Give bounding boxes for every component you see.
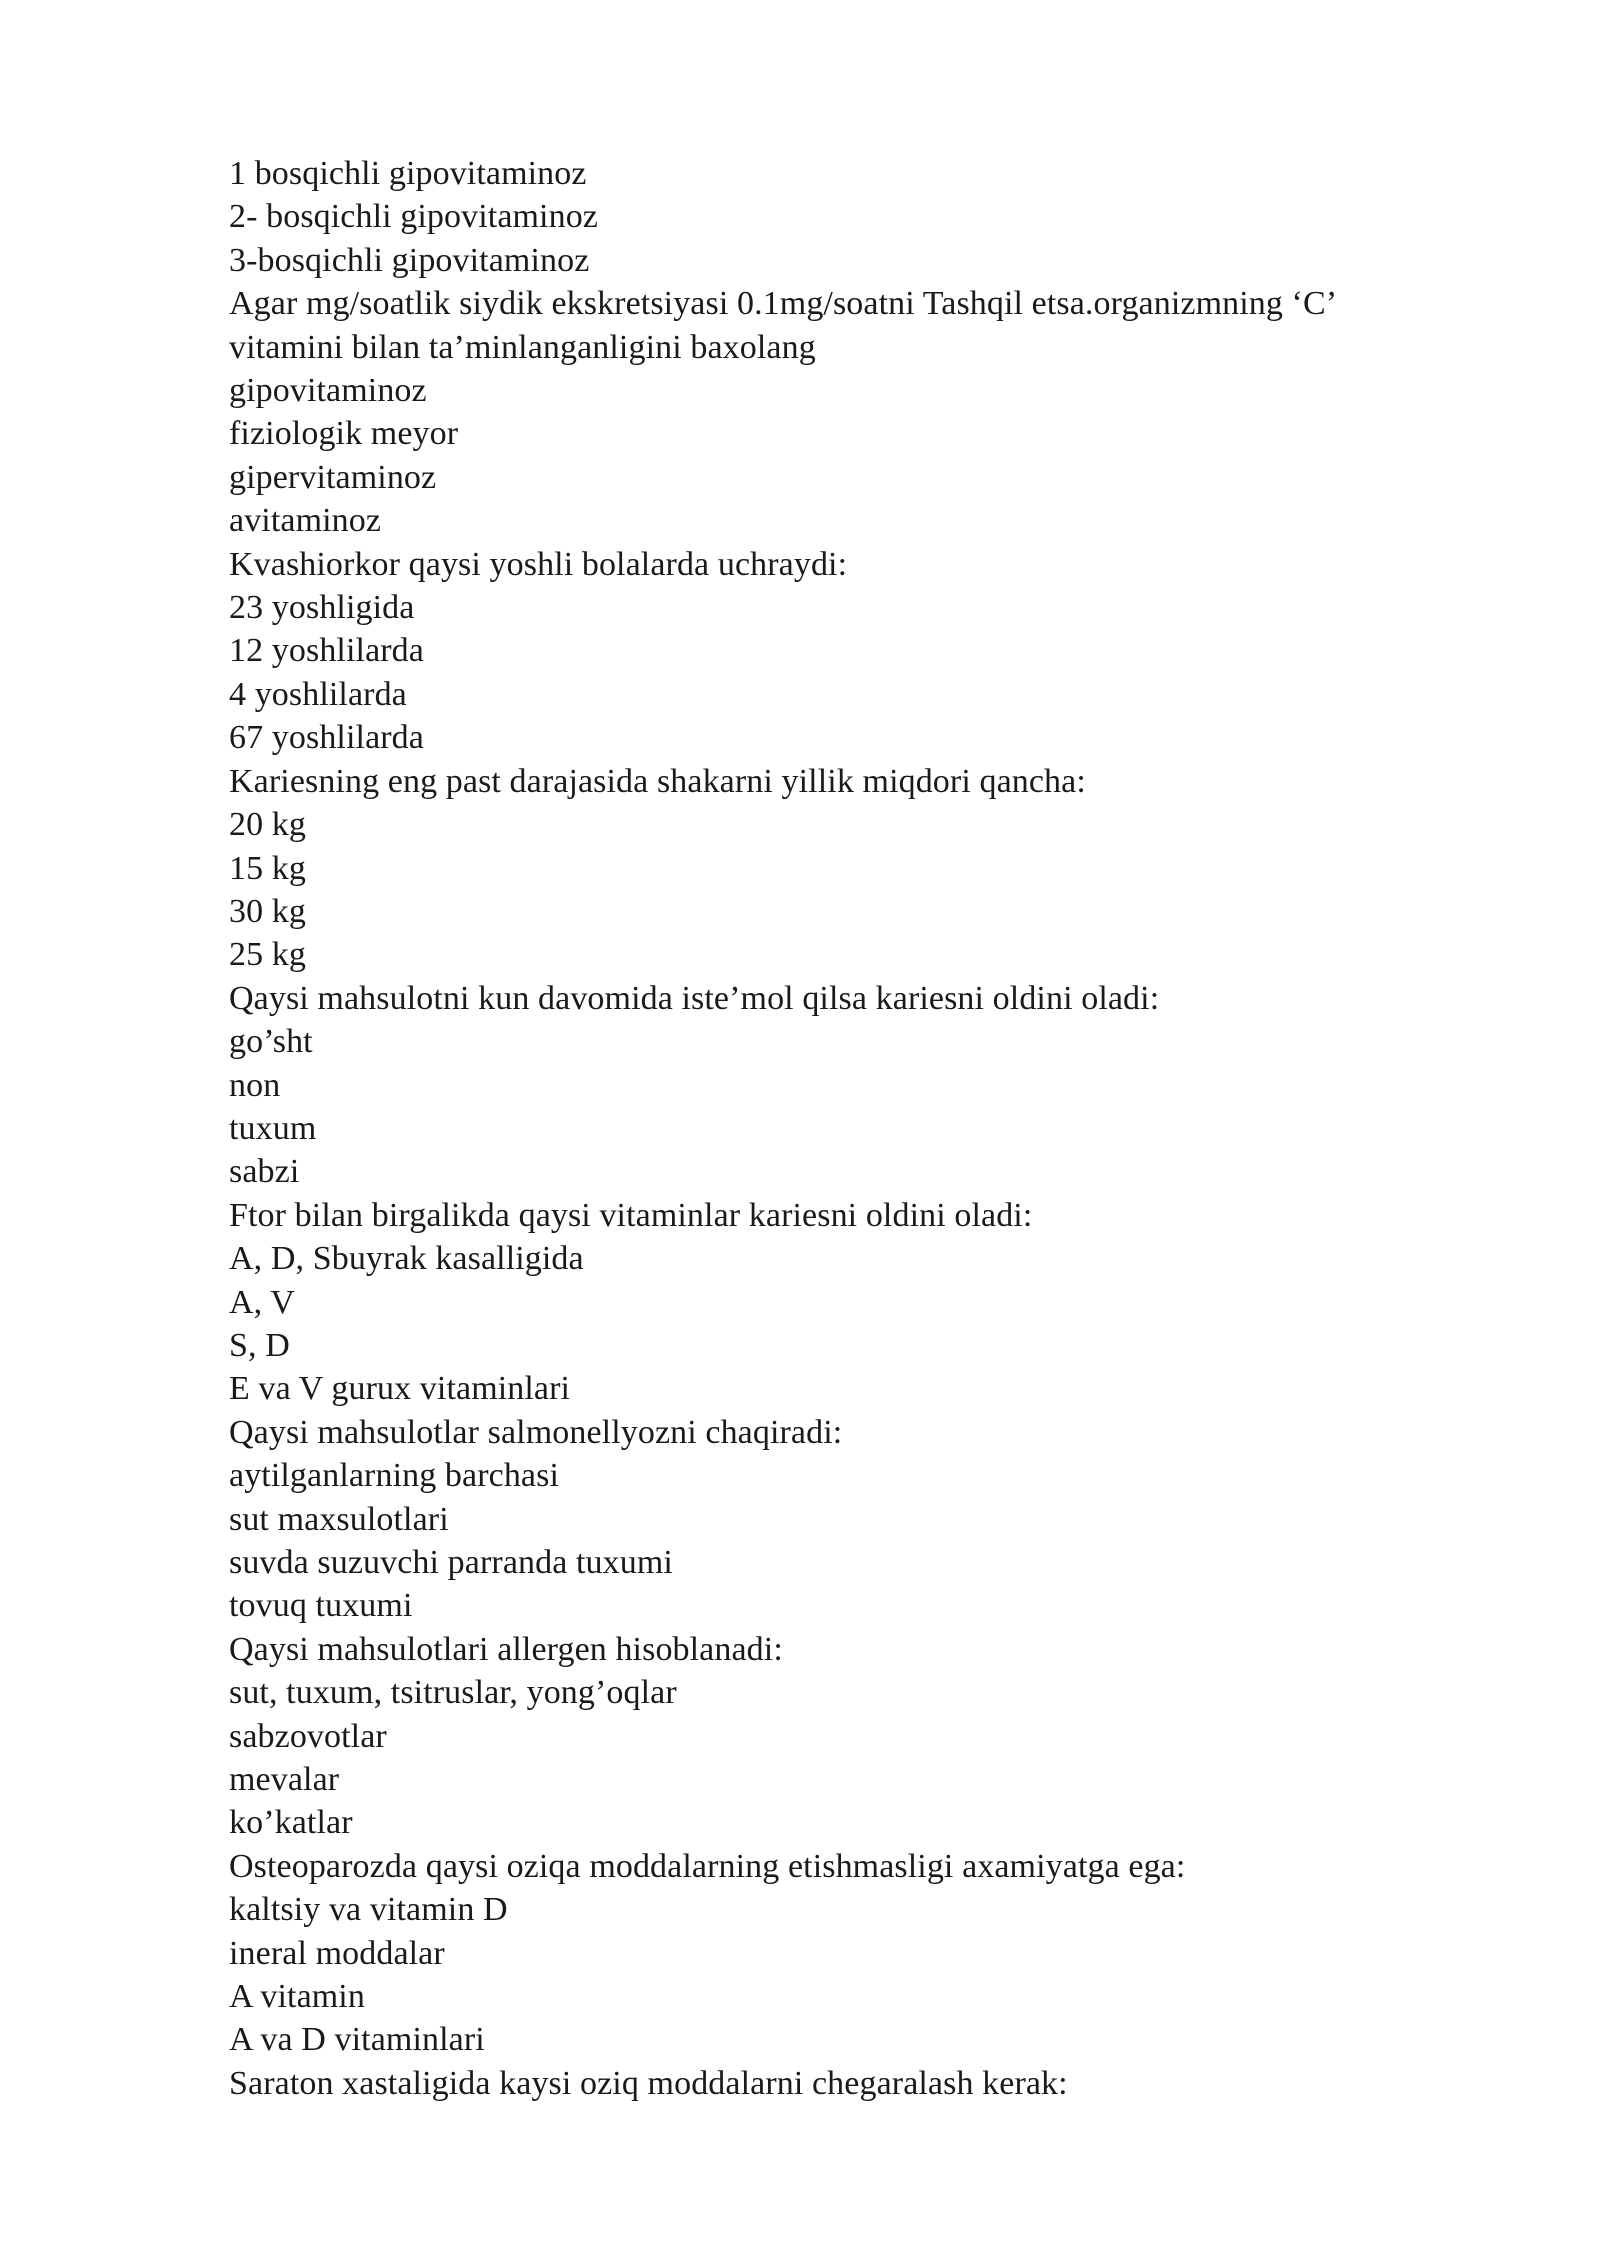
answer-line: gipervitaminoz — [229, 458, 437, 496]
text-line: 3-bosqichli gipovitaminoz — [229, 241, 590, 279]
answer-line: 4 yoshlilarda — [229, 675, 407, 713]
answer-line: A vitamin — [229, 1978, 365, 2016]
answer-line: sabzi — [229, 1153, 300, 1191]
answer-line: suvda suzuvchi parranda tuxumi — [229, 1544, 673, 1581]
answer-line: 67 yoshlilarda — [229, 719, 424, 757]
answer-line: A va D vitaminlari — [229, 2021, 485, 2059]
answer-line: E va V gurux vitaminlari — [229, 1370, 571, 1408]
answer-line: mevalar — [229, 1761, 340, 1799]
answer-line: S, D — [229, 1326, 290, 1364]
answer-line: sut maxsulotlari — [229, 1500, 449, 1538]
question-line: vitamini bilan ta’minlanganligini baxolang — [229, 328, 816, 366]
question-line: Qaysi mahsulotni kun davomida iste’mol qilsa kariesni oldini oladi: — [229, 979, 1160, 1017]
answer-line: sut, tuxum, tsitruslar, yong’oqlar — [229, 1674, 677, 1712]
answer-line: ineral moddalar — [229, 1934, 445, 1972]
question-line: Qaysi mahsulotlar salmonellyozni chaqiradi: — [229, 1413, 843, 1451]
question-line: Ftor bilan birgalikda qaysi vitaminlar kariesni oldini oladi: — [229, 1196, 1033, 1234]
answer-line: A, V — [229, 1283, 295, 1321]
answer-line: non — [229, 1066, 281, 1104]
answer-line: 20 kg — [229, 806, 306, 844]
question-line: Agar mg/soatlik siydik ekskretsiyasi 0.1mg/soatni Tashqil etsa.organizmning ‘C’ — [229, 285, 1338, 323]
answer-line: ko’katlar — [229, 1804, 353, 1842]
question-line: Kariesning eng past darajasida shakarni yillik miqdori qancha: — [229, 762, 1086, 800]
answer-line: avitaminoz — [229, 502, 382, 540]
answer-line: tovuq tuxumi — [229, 1587, 413, 1625]
answer-line: go’sht — [229, 1023, 313, 1061]
answer-line: fiziologik meyor — [229, 415, 459, 453]
text-line: 2- bosqichli gipovitaminoz — [229, 198, 598, 236]
document-text — [229, 152, 1489, 2105]
question-line: Osteoparozda qaysi oziqa moddalarning etishmasligi axamiyatga ega: — [229, 1847, 1186, 1885]
question-line: Saraton xastaligida kaysi oziq moddalarni chegaralash kerak: — [229, 2064, 1068, 2102]
answer-line: tuxum — [229, 1109, 317, 1147]
answer-line: 12 yoshlilarda — [229, 632, 424, 670]
answer-line: A, D, Sbuyrak kasalligida — [229, 1240, 584, 1278]
answer-line: 23 yoshligida — [229, 589, 415, 627]
answer-line: kaltsiy va vitamin D — [229, 1891, 508, 1929]
answer-line: 25 kg — [229, 936, 306, 974]
text-line: 1 bosqichli gipovitaminoz — [229, 155, 587, 192]
answer-line: 30 kg — [229, 892, 306, 930]
question-line: Kvashiorkor qaysi yoshli bolalarda uchraydi: — [229, 545, 848, 583]
question-line: Qaysi mahsulotlari allergen hisoblanadi: — [229, 1630, 783, 1668]
answer-line: aytilganlarning barchasi — [229, 1457, 559, 1495]
answer-line: sabzovotlar — [229, 1717, 387, 1755]
answer-line: 15 kg — [229, 849, 306, 887]
answer-line: gipovitaminoz — [229, 372, 427, 410]
